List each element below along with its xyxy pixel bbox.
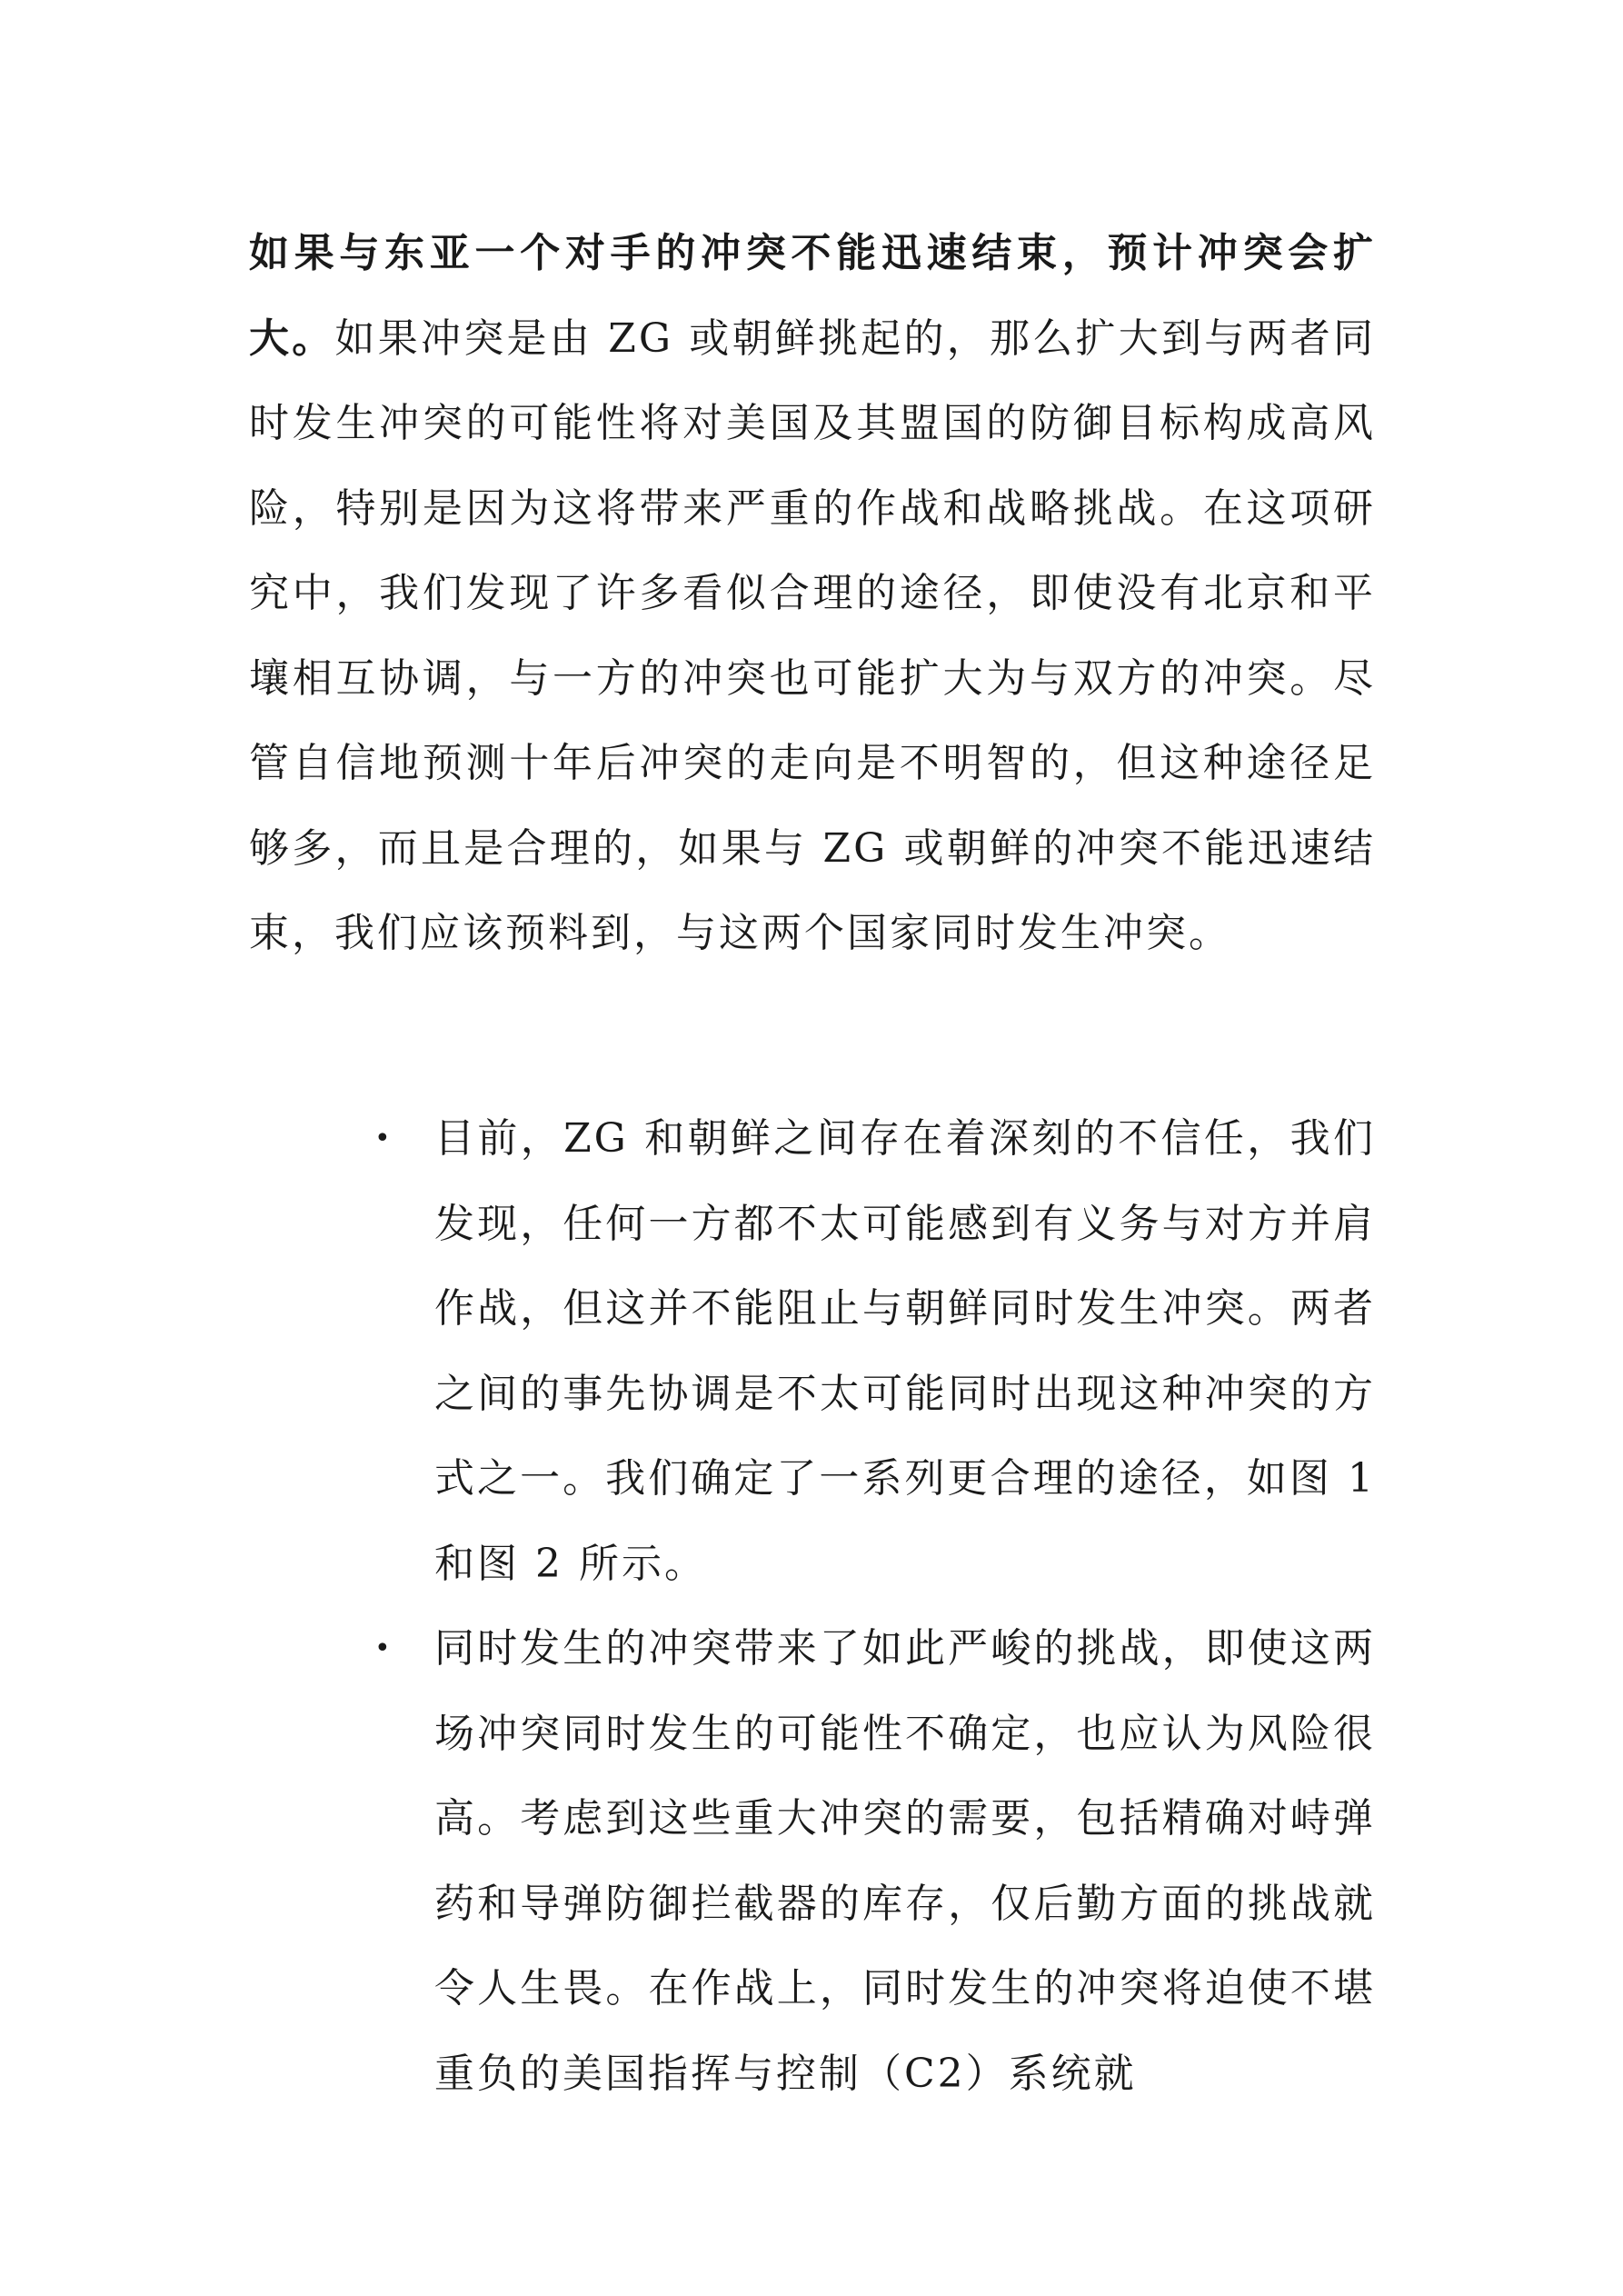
bullet-text: 同时发生的冲突带来了如此严峻的挑战，即使这两场冲突同时发生的可能性不确定，也应认为风险很高。考虑到这些重大冲突的需要，包括精确对峙弹药和导弹防御拦截器的库存，仅后勤方面的挑战就令人生畏。在作战上，同时发生的冲突将迫使不堪重负的美国指挥与控制（C2）系统就 [434, 1625, 1376, 2097]
bullet-item [374, 1096, 1376, 1606]
bullet-marker: • [374, 1632, 393, 1664]
bullet-list [374, 1096, 1376, 2116]
main-paragraph [249, 211, 1376, 976]
paragraph-body: 如果冲突是由 ZG 或朝鲜挑起的，那么扩大到与两者同时发生冲突的可能性将对美国及其盟国的防御目标构成高风险，特别是因为这将带来严重的作战和战略挑战。在这项研究中，我们发现了许多看似合理的途径，即使没有北京和平壤相互协调，与一方的冲突也可能扩大为与双方的冲突。尽管自信地预测十年后冲突的走向是不明智的，但这种途径足够多，而且是合理的，如果与 ZG 或朝鲜的冲突不能迅速结束，我们应该预料到，与这两个国家同时发生冲突。 [249, 314, 1377, 956]
bullet-item [374, 1606, 1376, 2116]
paragraph-lead-sentence: 如果与东亚一个对手的冲突不能迅速结束，预计冲突会扩大。 [249, 230, 1376, 362]
bullet-marker: • [374, 1123, 393, 1154]
bullet-text: 目前，ZG 和朝鲜之间存在着深刻的不信任，我们发现，任何一方都不太可能感到有义务与对方并肩作战，但这并不能阻止与朝鲜同时发生冲突。两者之间的事先协调是不太可能同时出现这种冲突的方式之一。我们确定了一系列更合理的途径，如图 1 和图 2 所示。 [434, 1115, 1376, 1587]
